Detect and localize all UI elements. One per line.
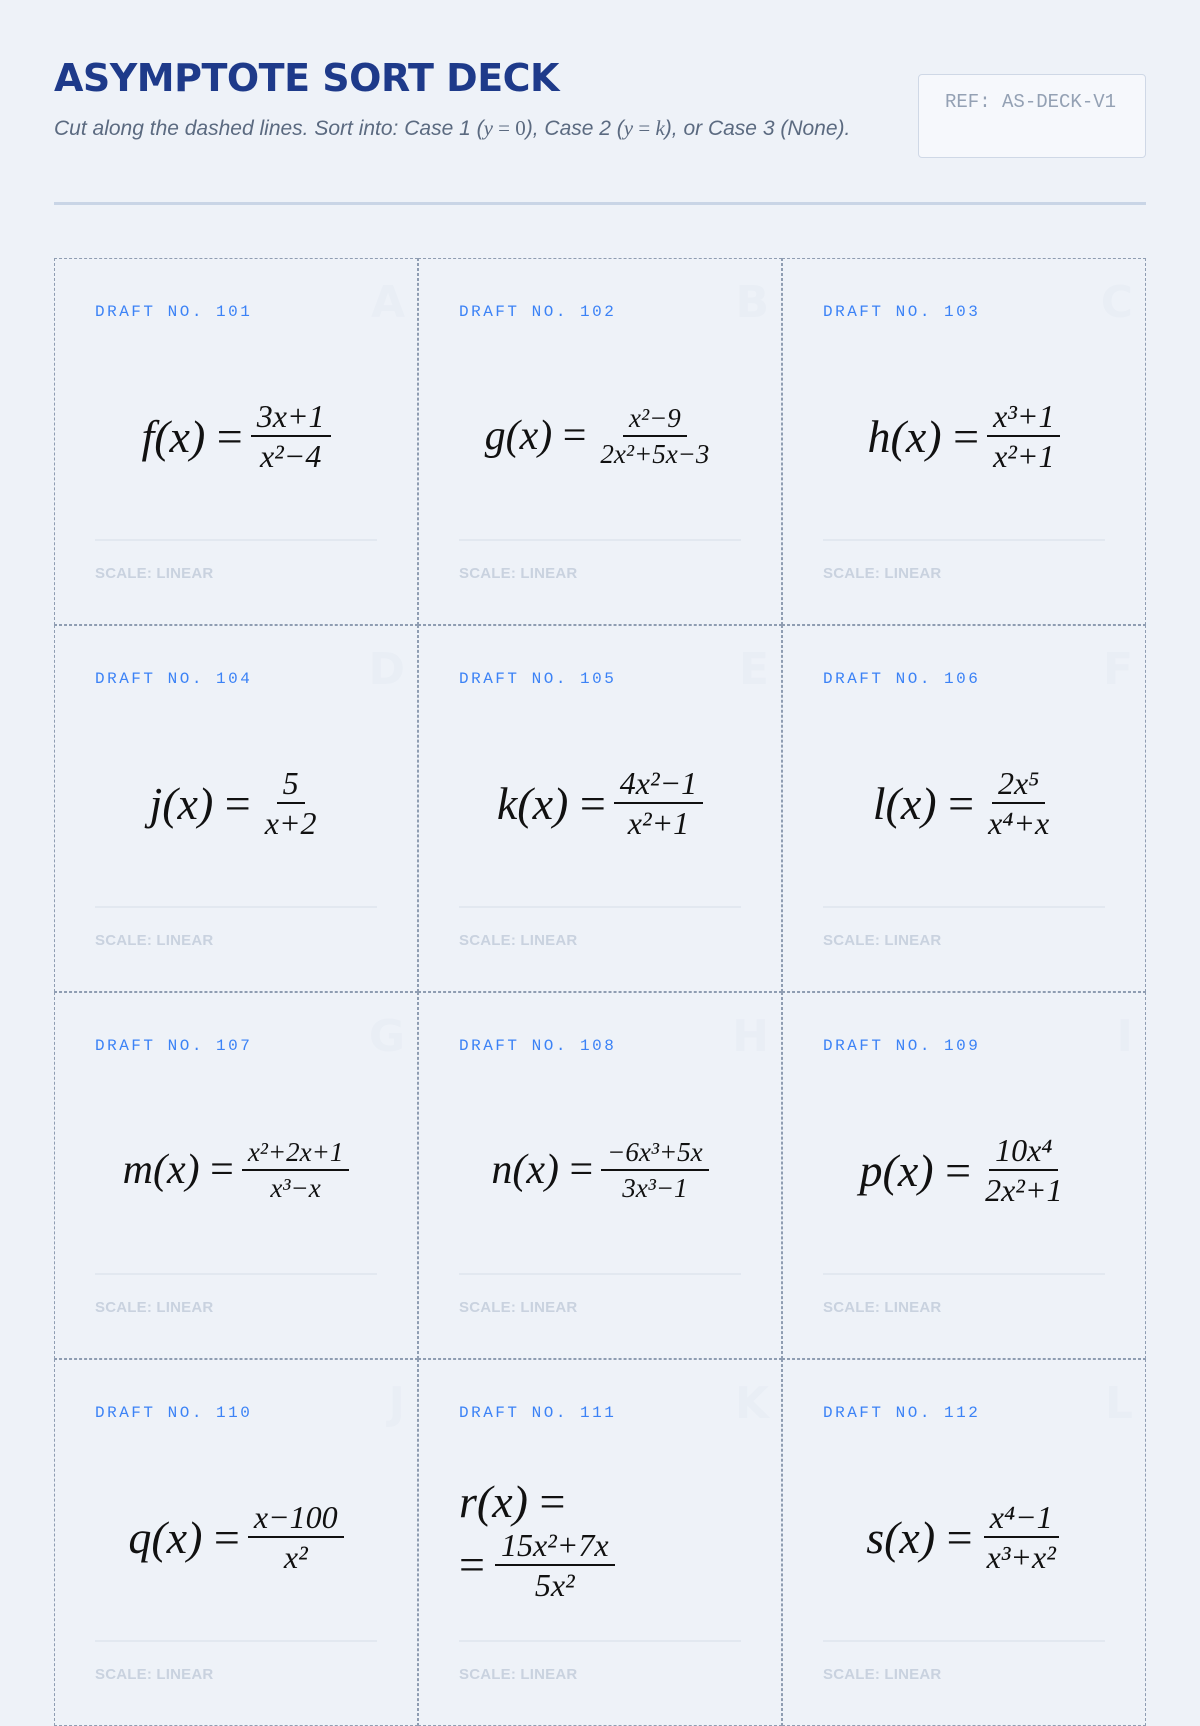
card-divider [459,1640,741,1642]
reference-box: REF: AS-DECK-V1 [918,74,1146,158]
fraction [979,1133,1068,1207]
draft-number: DRAFT NO. 107 [95,1037,253,1055]
function-name: h(x) = [868,410,980,463]
numerator: 15x²+7x [495,1528,615,1566]
card-letter: F [1102,644,1133,695]
function-name: p(x) = [860,1144,972,1197]
function-name: f(x) = [141,410,242,463]
card-c[interactable] [782,258,1146,625]
draft-number: DRAFT NO. 103 [823,303,981,321]
card-k[interactable] [418,1359,782,1726]
numerator: 3x+1 [251,399,331,437]
draft-number: DRAFT NO. 112 [823,1404,981,1422]
draft-number: DRAFT NO. 104 [95,670,253,688]
instructions-var-k: k [655,116,665,140]
card-letter: L [1104,1378,1133,1429]
scale-label: SCALE: LINEAR [823,1666,942,1683]
draft-number: DRAFT NO. 108 [459,1037,617,1055]
function-equation [419,381,781,491]
card-d[interactable] [54,625,418,992]
card-h[interactable] [418,992,782,1359]
scale-label: SCALE: LINEAR [823,932,942,949]
fraction [459,1528,615,1602]
draft-number: DRAFT NO. 105 [459,670,617,688]
numerator: x²−9 [623,403,687,437]
scale-label: SCALE: LINEAR [95,932,214,949]
function-name: n(x) = [491,1146,593,1194]
fraction [259,766,323,840]
function-equation [783,1115,1145,1225]
draft-number: DRAFT NO. 110 [95,1404,253,1422]
scale-label: SCALE: LINEAR [823,565,942,582]
instructions-eq-2: = [633,116,656,140]
function-name: s(x) = [866,1511,972,1564]
denominator: x⁴+x [988,805,1050,841]
function-equation [783,748,1145,858]
scale-label: SCALE: LINEAR [459,1299,578,1316]
card-divider [95,1640,377,1642]
numerator: 2x⁵ [992,766,1045,804]
equals-sign: = [459,1539,485,1590]
card-j[interactable] [54,1359,418,1726]
denominator: 5x² [534,1566,575,1603]
page-title: ASYMPTOTE SORT DECK [54,56,560,100]
card-f[interactable] [782,625,1146,992]
numerator: −6x³+5x [601,1137,709,1171]
function-name: m(x) = [123,1146,234,1194]
card-divider [459,539,741,541]
card-letter: A [370,277,405,328]
fraction [981,1500,1062,1574]
card-divider [823,1273,1105,1275]
instructions-eq-1: = [492,116,516,140]
header-divider [54,202,1146,205]
function-equation [419,1468,781,1608]
fraction [251,399,331,473]
card-b[interactable] [418,258,782,625]
draft-number: DRAFT NO. 101 [95,303,253,321]
function-name: q(x) = [128,1511,240,1564]
instructions-text-1: Cut along the dashed lines. Sort into: Case 1 ( [54,117,484,140]
instructions-var-y2: y [623,116,634,140]
card-letter: H [732,1011,769,1062]
instructions-var-y1: y [483,116,493,140]
card-deck [54,258,1146,1683]
card-divider [95,539,377,541]
numerator: x³+1 [987,399,1060,437]
scale-label: SCALE: LINEAR [95,1666,214,1683]
draft-number: DRAFT NO. 102 [459,303,617,321]
denominator: x+2 [264,805,317,841]
function-equation [55,748,417,858]
card-divider [459,906,741,908]
card-l[interactable] [782,1359,1146,1726]
scale-label: SCALE: LINEAR [823,1299,942,1316]
card-letter: E [738,644,769,695]
card-a[interactable] [54,258,418,625]
draft-number: DRAFT NO. 111 [459,1404,617,1422]
card-divider [823,539,1105,541]
denominator: x²−4 [259,438,322,474]
numerator: x⁴−1 [984,1500,1059,1538]
denominator: x³−x [270,1173,321,1203]
numerator: x−100 [248,1500,344,1538]
function-name: r(x) = [459,1475,565,1528]
denominator: x³+x² [986,1539,1056,1575]
card-divider [823,1640,1105,1642]
instructions-text-3: ), or Case 3 (None). [664,117,851,140]
card-letter: D [368,644,405,695]
function-equation [783,381,1145,491]
card-letter: B [735,277,769,328]
denominator: x²+1 [993,438,1055,474]
fraction-body [495,1528,615,1602]
function-equation [419,748,781,858]
function-equation [783,1482,1145,1592]
fraction [242,1137,350,1203]
fraction [248,1500,344,1574]
card-g[interactable] [54,992,418,1359]
card-e[interactable] [418,625,782,992]
scale-label: SCALE: LINEAR [95,565,214,582]
card-letter: J [388,1378,405,1429]
function-name: g(x) = [485,412,587,460]
worksheet-header [54,56,1146,204]
numerator: x²+2x+1 [242,1137,350,1171]
fraction [987,399,1060,473]
card-letter: K [734,1378,769,1429]
function-name: k(x) = [497,777,606,830]
numerator: 10x⁴ [989,1133,1058,1171]
fraction [614,766,703,840]
card-divider [459,1273,741,1275]
function-name: j(x) = [149,777,250,830]
draft-number: DRAFT NO. 109 [823,1037,981,1055]
card-letter: G [368,1011,405,1062]
function-equation [55,1482,417,1592]
denominator: 2x²+1 [985,1172,1063,1208]
function-name: l(x) = [873,777,974,830]
draft-number: DRAFT NO. 106 [823,670,981,688]
denominator: x²+1 [627,805,690,841]
instructions-zero: 0 [515,116,526,140]
function-equation [55,1115,417,1225]
instructions-text-2: ), Case 2 ( [525,117,624,140]
denominator: 3x³−1 [622,1173,688,1203]
fraction [601,1137,709,1203]
fraction [982,766,1055,840]
fraction [594,403,715,469]
card-letter: I [1116,1011,1133,1062]
scale-label: SCALE: LINEAR [459,1666,578,1683]
scale-label: SCALE: LINEAR [95,1299,214,1316]
card-letter: C [1100,277,1133,328]
card-divider [95,906,377,908]
card-divider [95,1273,377,1275]
denominator: 2x²+5x−3 [600,439,710,469]
numerator: 4x²−1 [614,766,703,804]
card-divider [823,906,1105,908]
function-equation [419,1115,781,1225]
numerator: 5 [277,766,305,804]
card-i[interactable] [782,992,1146,1359]
denominator: x² [283,1539,308,1575]
instructions [54,112,894,145]
scale-label: SCALE: LINEAR [459,932,578,949]
scale-label: SCALE: LINEAR [459,565,578,582]
function-equation [55,381,417,491]
